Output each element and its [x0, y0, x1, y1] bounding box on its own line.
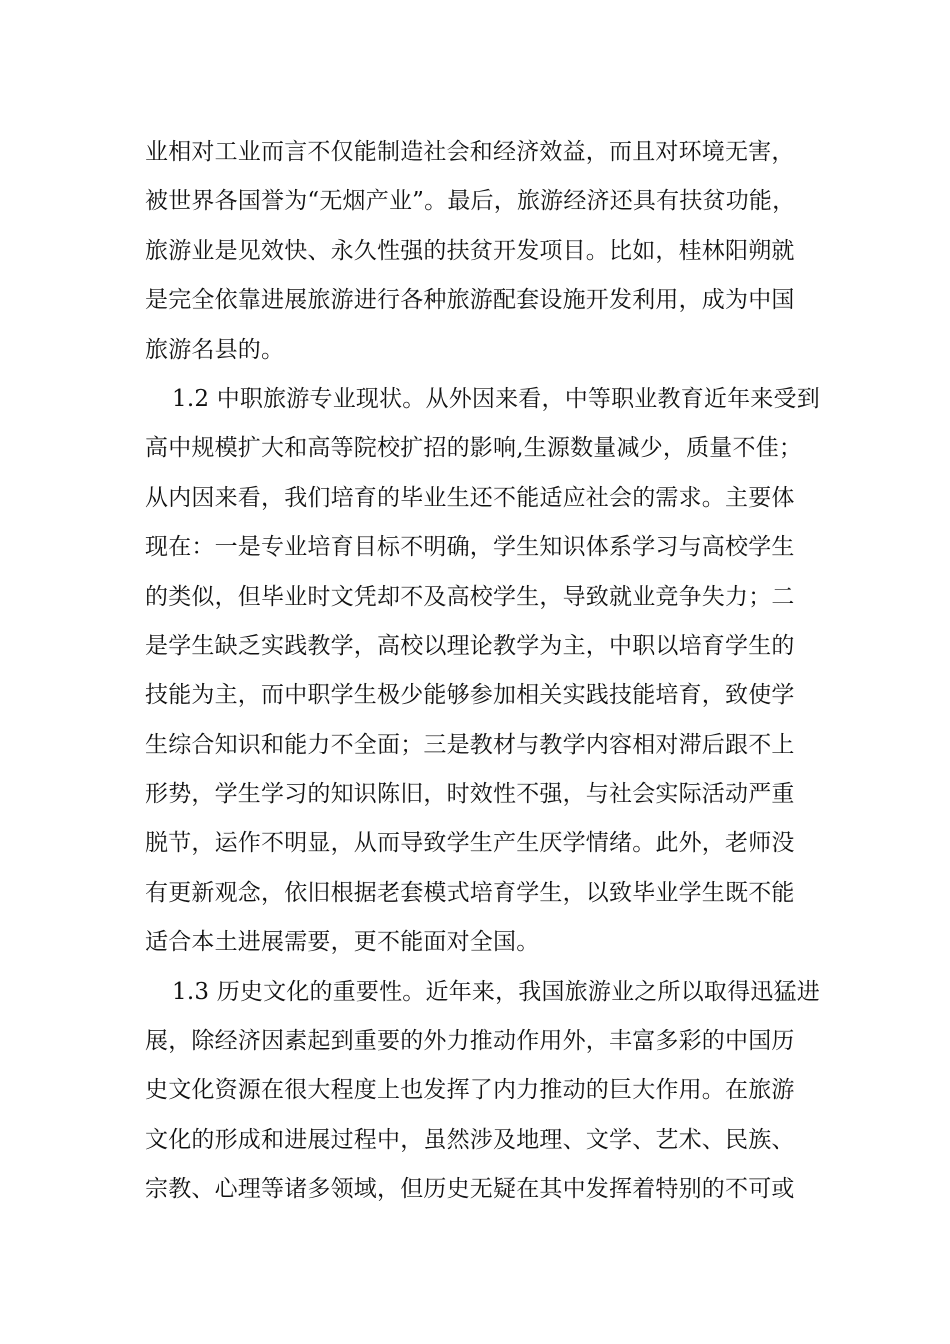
text-line: 旅游名县的。: [145, 336, 285, 363]
text-line: 的类似，但毕业时文凭却不及高校学生，导致就业竞争失力；二: [145, 583, 795, 610]
text-line: 现在：一是专业培育目标不明确，学生知识体系学习与高校学生: [145, 534, 795, 561]
text-line: 技能为主，而中职学生极少能够参加相关实践技能培育，致使学: [145, 682, 795, 709]
text-line: 旅游业是见效快、永久性强的扶贫开发项目。比如，桂林阳朔就: [145, 237, 795, 264]
text-line: 业相对工业而言不仅能制造社会和经济效益，而且对环境无害，: [145, 139, 795, 165]
text-line: 是完全依靠进展旅游进行各种旅游配套设施开发利用，成为中国: [145, 287, 795, 314]
text-line: 形势，学生学习的知识陈旧，时效性不强，与社会实际活动严重: [145, 781, 795, 808]
text-line: 脱节，运作不明显，从而导致学生产生厌学情绪。此外，老师没: [145, 830, 795, 857]
text-line: 1.3 历史文化的重要性。近年来，我国旅游业之所以取得迅猛进: [172, 978, 820, 1005]
text-line: 宗教、心理等诸多领域，但历史无疑在其中发挥着特别的不可或: [145, 1176, 795, 1203]
text-line: 是学生缺乏实践教学，高校以理论教学为主，中职以培育学生的: [145, 632, 795, 659]
text-line: 从内因来看，我们培育的毕业生还不能适应社会的需求。主要体: [145, 484, 795, 511]
text-line: 有更新观念，依旧根据老套模式培育学生，以致毕业学生既不能: [145, 879, 795, 906]
text-line: 展，除经济因素起到重要的外力推动作用外，丰富多彩的中国历: [145, 1028, 795, 1055]
text-line: 被世界各国誉为“无烟产业”。最后，旅游经济还具有扶贫功能，: [145, 188, 796, 215]
paragraph: [145, 128, 796, 375]
paragraph: [145, 375, 820, 968]
text-line: 文化的形成和进展过程中，虽然涉及地理、文学、艺术、民族、: [145, 1126, 795, 1153]
text-line: 1.2 中职旅游专业现状。从外因来看，中等职业教育近年来受到: [172, 385, 820, 412]
text-line: 生综合知识和能力不全面；三是教材与教学内容相对滞后跟不上: [145, 731, 795, 758]
text-line: 高中规模扩大和高等院校扩招的影响,生源数量减少，质量不佳；: [145, 435, 803, 462]
paragraph: [145, 968, 820, 1215]
text-line: 史文化资源在很大程度上也发挥了内力推动的巨大作用。在旅游: [145, 1077, 795, 1104]
body-text: [145, 128, 820, 1215]
text-line: 适合本土进展需要，更不能面对全国。: [145, 929, 540, 956]
